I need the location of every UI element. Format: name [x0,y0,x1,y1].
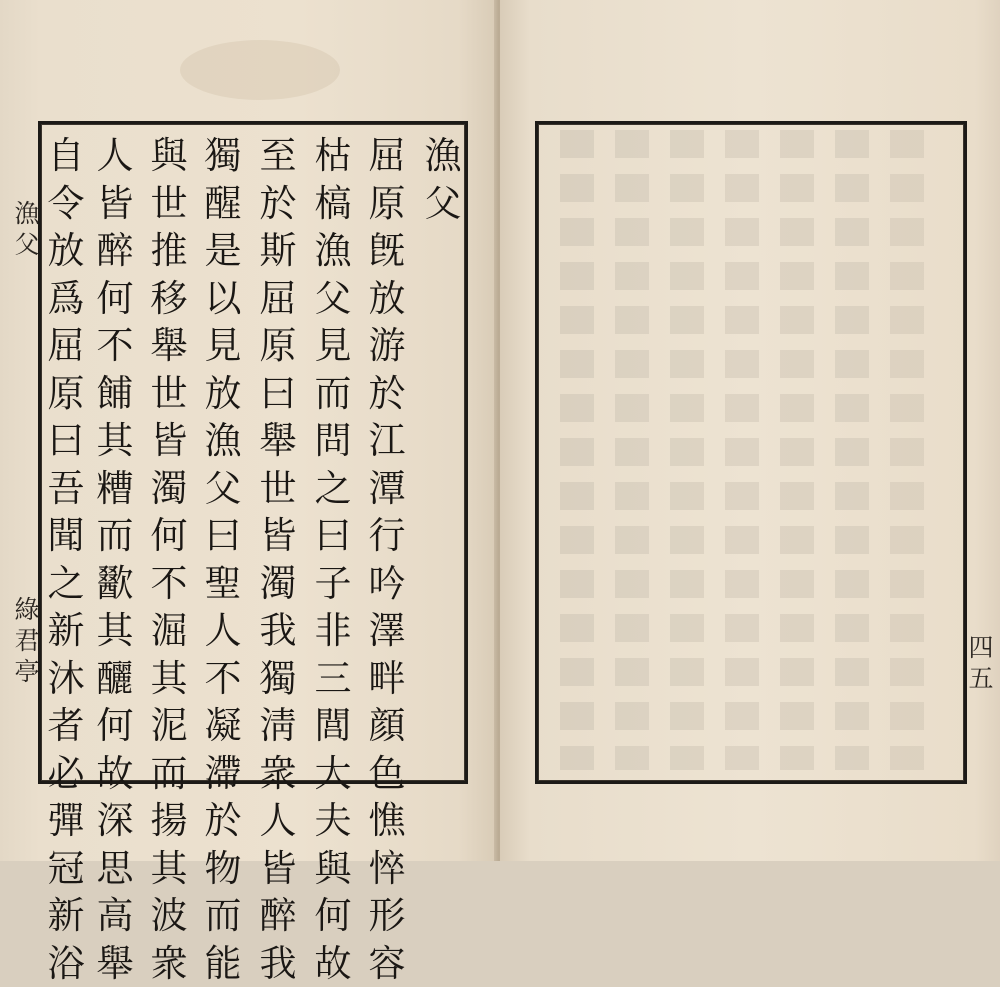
glyph: 夫 [309,797,357,845]
glyph: 故 [91,750,139,798]
glyph: 糟 [91,465,139,513]
glyph: 獨 [254,655,302,703]
glyph: 見 [199,322,247,370]
glyph: 原 [42,370,90,418]
glyph: 潭 [363,465,411,513]
glyph: 放 [42,227,90,275]
glyph: 於 [363,370,411,418]
glyph: 於 [199,797,247,845]
glyph: 放 [363,275,411,323]
glyph: 世 [145,180,193,228]
glyph: 形 [363,892,411,940]
glyph: 釃 [91,655,139,703]
glyph: 漁 [199,417,247,465]
glyph: 沐 [42,655,90,703]
chapter-title [419,132,467,227]
margin-title-char-2: 父 [14,229,39,260]
glyph: 容 [363,940,411,987]
glyph: 何 [91,702,139,750]
glyph: 濁 [254,560,302,608]
glyph: 自 [42,132,90,180]
glyph: 原 [254,322,302,370]
glyph: 聞 [42,512,90,560]
glyph: 悴 [363,845,411,893]
glyph: 思 [91,845,139,893]
glyph: 世 [145,370,193,418]
glyph: 波 [145,892,193,940]
glyph: 其 [145,845,193,893]
glyph: 父 [309,275,357,323]
glyph: 者 [42,702,90,750]
glyph: 揚 [145,797,193,845]
glyph: 至 [254,132,302,180]
glyph: 與 [309,845,357,893]
text-column [199,132,247,987]
margin-publisher-char-3: 亭 [14,656,39,687]
paper-stain [180,40,340,100]
glyph: 何 [91,275,139,323]
glyph: 原 [363,180,411,228]
glyph: 父 [419,180,467,228]
glyph: 世 [254,465,302,513]
glyph: 旣 [363,227,411,275]
glyph: 舉 [145,322,193,370]
glyph: 皆 [145,417,193,465]
glyph: 高 [91,892,139,940]
glyph: 屈 [42,322,90,370]
glyph: 其 [91,607,139,655]
glyph: 游 [363,322,411,370]
glyph: 其 [91,417,139,465]
right-page [500,0,1000,861]
glyph: 色 [363,750,411,798]
glyph: 澤 [363,607,411,655]
glyph: 我 [254,607,302,655]
glyph: 而 [91,512,139,560]
glyph: 漁 [309,227,357,275]
glyph: 與 [145,132,193,180]
text-column [363,132,411,987]
margin-publisher-char-1: 綠 [14,594,39,625]
text-column [254,132,302,987]
glyph: 其 [145,655,193,703]
glyph: 人 [254,797,302,845]
glyph: 是 [199,227,247,275]
glyph: 泥 [145,702,193,750]
glyph: 閭 [309,702,357,750]
glyph: 畔 [363,655,411,703]
glyph: 人 [91,132,139,180]
text-column [42,132,90,987]
margin-publisher-char-2: 君 [14,625,39,656]
glyph: 不 [91,322,139,370]
glyph: 三 [309,655,357,703]
blank-frame [535,121,967,784]
glyph: 滯 [199,750,247,798]
glyph: 以 [199,275,247,323]
glyph: 不 [199,655,247,703]
glyph: 江 [363,417,411,465]
glyph: 大 [309,750,357,798]
glyph: 皆 [91,180,139,228]
page-number-char-2: 五 [968,663,993,694]
glyph: 而 [309,370,357,418]
glyph: 曰 [254,370,302,418]
glyph: 推 [145,227,193,275]
glyph: 新 [42,892,90,940]
glyph: 漁 [419,132,467,180]
glyph: 醒 [199,180,247,228]
glyph: 皆 [254,845,302,893]
glyph: 淸 [254,702,302,750]
left-page [0,0,498,861]
text-column [145,132,193,987]
page-number-char-1: 四 [968,632,993,663]
glyph: 而 [199,892,247,940]
glyph: 餔 [91,370,139,418]
glyph: 何 [309,892,357,940]
glyph: 顔 [363,702,411,750]
text-column [91,132,139,987]
glyph: 見 [309,322,357,370]
glyph: 衆 [145,940,193,987]
glyph: 問 [309,417,357,465]
glyph: 行 [363,512,411,560]
glyph: 枯 [309,132,357,180]
glyph: 舉 [254,417,302,465]
glyph: 屈 [254,275,302,323]
glyph: 聖 [199,560,247,608]
glyph: 槁 [309,180,357,228]
margin-title-char-1: 漁 [14,198,39,229]
glyph: 曰 [309,512,357,560]
text-frame [38,121,468,784]
glyph: 衆 [254,750,302,798]
glyph: 爲 [42,275,90,323]
glyph: 而 [145,750,193,798]
glyph: 醉 [91,227,139,275]
glyph: 淈 [145,607,193,655]
glyph: 非 [309,607,357,655]
glyph: 獨 [199,132,247,180]
glyph: 浴 [42,940,90,987]
glyph: 物 [199,845,247,893]
glyph: 移 [145,275,193,323]
glyph: 新 [42,607,90,655]
glyph: 冠 [42,845,90,893]
glyph: 子 [309,560,357,608]
glyph: 父 [199,465,247,513]
glyph: 深 [91,797,139,845]
glyph: 彈 [42,797,90,845]
glyph: 故 [309,940,357,987]
glyph: 皆 [254,512,302,560]
glyph: 屈 [363,132,411,180]
margin-page-number [966,632,996,694]
glyph: 於 [254,180,302,228]
glyph: 人 [199,607,247,655]
glyph: 何 [145,512,193,560]
glyph: 令 [42,180,90,228]
glyph: 不 [145,560,193,608]
glyph: 吟 [363,560,411,608]
glyph: 必 [42,750,90,798]
glyph: 我 [254,940,302,987]
text-column [309,132,357,987]
glyph: 能 [199,940,247,987]
glyph: 曰 [42,417,90,465]
glyph: 吾 [42,465,90,513]
glyph: 曰 [199,512,247,560]
glyph: 醉 [254,892,302,940]
glyph: 之 [42,560,90,608]
glyph: 凝 [199,702,247,750]
glyph: 放 [199,370,247,418]
glyph: 斯 [254,227,302,275]
glyph: 濁 [145,465,193,513]
glyph: 歠 [91,560,139,608]
glyph: 舉 [91,940,139,987]
glyph: 憔 [363,797,411,845]
glyph: 之 [309,465,357,513]
